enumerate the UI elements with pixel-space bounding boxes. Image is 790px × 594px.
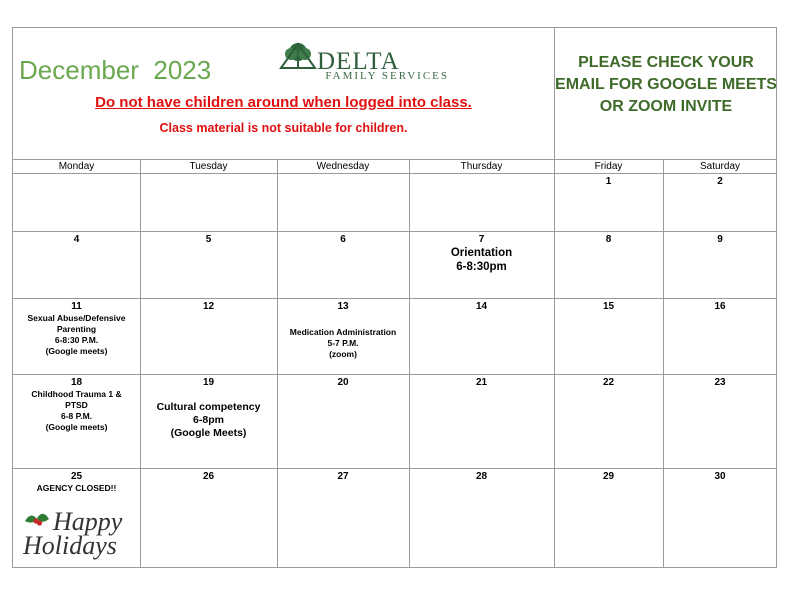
logo-name: DELTA: [317, 48, 400, 75]
day-event: [277, 327, 409, 360]
email-notice: PLEASE CHECK YOUR EMAIL FOR GOOGLE MEETS OR ZOOM INVITE: [555, 54, 777, 115]
holiday-text-holidays: Holidays: [23, 531, 117, 560]
calendar-day-cell: [554, 468, 663, 568]
day-number: 5: [205, 234, 212, 245]
calendar-day-cell: [277, 173, 409, 231]
event-line: Cultural competency: [156, 401, 261, 413]
logo-subtitle: FAMILY SERVICES: [325, 70, 449, 82]
day-event: [409, 246, 554, 274]
column-divider: [140, 159, 141, 568]
day-number: 1: [605, 176, 612, 187]
day-number: 22: [602, 377, 615, 388]
calendar-day-cell: [140, 468, 277, 568]
day-event: [13, 313, 140, 357]
day-number: 30: [714, 471, 726, 482]
event-line: Orientation: [450, 247, 513, 259]
calendar-frame: [12, 27, 777, 568]
column-divider: [554, 159, 555, 568]
event-line: 6-8pm: [193, 414, 224, 426]
calendar-day-cell: [663, 468, 777, 568]
calendar-day-cell: [277, 231, 409, 298]
calendar-day-cell: [140, 374, 277, 468]
day-number: 21: [475, 377, 488, 388]
day-number: 2: [717, 176, 723, 187]
day-number: 11: [71, 301, 82, 312]
day-number: 9: [717, 234, 723, 245]
weekday-header-thursday: Thursday: [409, 159, 554, 173]
calendar-day-cell: [554, 231, 663, 298]
weekday-header-monday: Monday: [13, 159, 140, 173]
calendar-day-cell: [277, 468, 409, 568]
day-number: 25: [70, 471, 83, 482]
calendar-day-cell: [13, 374, 140, 468]
calendar-day-cell: [140, 231, 277, 298]
day-number: 14: [475, 301, 488, 312]
day-number: 13: [337, 301, 349, 312]
day-number: 28: [475, 471, 488, 482]
day-event: [140, 401, 277, 440]
day-event: [13, 389, 140, 433]
holiday-text-happy: Happy: [53, 507, 123, 536]
calendar-day-cell: [663, 173, 777, 231]
day-number: 23: [714, 377, 726, 388]
day-number: 27: [337, 471, 349, 482]
calendar-day-cell: [277, 298, 409, 374]
day-number: 12: [202, 301, 215, 312]
calendar-day-cell: [663, 374, 777, 468]
tree-logo-icon: [279, 42, 317, 72]
day-number: 8: [605, 234, 612, 245]
event-line: PTSD: [65, 400, 88, 410]
event-line: AGENCY CLOSED!!: [36, 483, 117, 493]
calendar-day-cell: [409, 374, 554, 468]
calendar-day-cell: [277, 374, 409, 468]
happy-holidays-art: [21, 507, 131, 569]
event-line: (Google meets): [45, 346, 108, 356]
weekday-header-saturday: Saturday: [663, 159, 777, 173]
weekday-header-tuesday: Tuesday: [140, 159, 277, 173]
delta-logo: [279, 42, 449, 82]
event-line: Childhood Trauma 1 &: [31, 389, 122, 399]
weekday-header-friday: Friday: [554, 159, 663, 173]
day-number: 29: [602, 471, 615, 482]
event-line: Medication Administration: [289, 327, 397, 337]
day-number: 26: [202, 471, 215, 482]
event-line: 6-8 P.M.: [60, 411, 93, 421]
calendar-day-cell: [554, 173, 663, 231]
event-line: 5-7 P.M.: [327, 338, 359, 348]
day-number: 20: [337, 377, 349, 388]
holly-icon: [23, 509, 51, 533]
calendar-day-cell: [140, 173, 277, 231]
calendar-day-cell: [13, 468, 140, 568]
day-number: 15: [602, 301, 615, 312]
calendar-day-cell: [409, 468, 554, 568]
calendar-day-cell: [409, 173, 554, 231]
calendar-day-cell: [663, 298, 777, 374]
calendar-header: [13, 28, 554, 159]
calendar-grid: [13, 159, 777, 568]
day-number: 6: [340, 234, 346, 245]
calendar-day-cell: [13, 298, 140, 374]
calendar-day-cell: [409, 231, 554, 298]
calendar-day-cell: [13, 173, 140, 231]
event-line: (Google Meets): [170, 427, 247, 439]
column-divider: [277, 159, 278, 568]
warning-sub: Class material is not suitable for children.: [159, 121, 408, 135]
warning-main: Do not have children around when logged into class.: [95, 94, 472, 111]
event-line: 6-8:30 P.M.: [54, 335, 99, 345]
event-line: Sexual Abuse/Defensive: [27, 313, 126, 323]
weekday-header-wednesday: Wednesday: [277, 159, 409, 173]
column-divider: [663, 159, 664, 568]
calendar-day-cell: [663, 231, 777, 298]
day-number: 18: [70, 377, 83, 388]
day-event: [13, 483, 140, 494]
calendar-day-cell: [409, 298, 554, 374]
event-line: Parenting: [56, 324, 97, 334]
event-line: (zoom): [329, 349, 357, 359]
calendar-day-cell: [13, 231, 140, 298]
calendar-day-cell: [554, 298, 663, 374]
event-line: (Google meets): [45, 422, 108, 432]
day-number: 4: [73, 234, 80, 245]
column-divider: [409, 159, 410, 568]
day-number: 19: [202, 377, 215, 388]
calendar-day-cell: [554, 374, 663, 468]
day-number: 7: [478, 234, 485, 245]
month-title: December 2023: [19, 55, 212, 85]
event-line: 6-8:30pm: [456, 261, 507, 273]
email-notice-box: [554, 28, 777, 159]
calendar-day-cell: [140, 298, 277, 374]
day-number: 16: [714, 301, 726, 312]
